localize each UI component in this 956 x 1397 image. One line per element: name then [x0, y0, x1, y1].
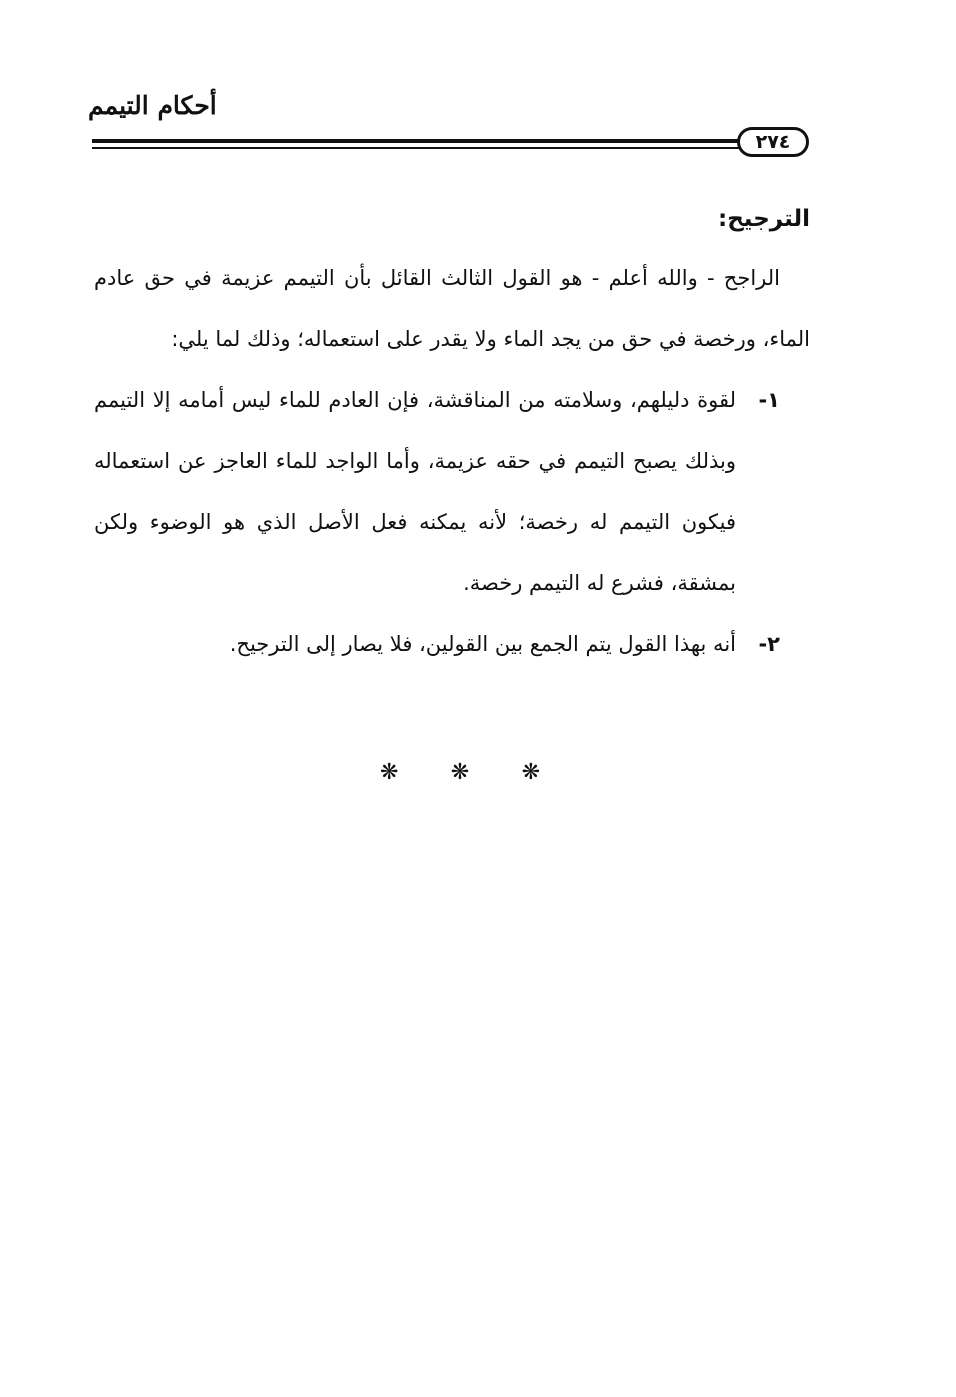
list-item-number: ١- [758, 388, 780, 412]
asterism-star-icon: ❋ [521, 760, 540, 785]
page-number-badge [737, 127, 809, 157]
list-item-number: ٢- [758, 632, 780, 656]
intro-paragraph: الراجح - والله أعلم - هو القول الثالث القائل بأن التيمم عزيمة في حق عادم الماء، ورخصة في حق من يجد الماء ولا يقدر على استعماله؛ وذلك لما يلي: [94, 266, 810, 351]
header-rule-thick [92, 139, 740, 143]
list-item [94, 614, 810, 675]
list-item [94, 370, 810, 614]
page-number: ٢٧٤ [755, 130, 791, 153]
header-rule-thin [92, 147, 740, 149]
main-text [94, 190, 810, 675]
list-item-text: أنه بهذا القول يتم الجمع بين القولين، فلا يصار إلى الترجيح. [229, 632, 736, 656]
asterism-star-icon: ❋ [450, 760, 470, 785]
list-item-text: لقوة دليلهم، وسلامته من المناقشة، فإن العادم للماء ليس أمامه إلا التيمم وبذلك يصبح التيمم في حقه عزيمة، وأما الواجد للماء العاجز عن استعماله فيكون التيمم له رخصة؛ لأنه يمكنه فعل الأصل الذي هو الوضوء ولكن بمشقة، فشرع له التيمم رخصة. [94, 388, 736, 595]
section-heading: الترجيح: [718, 206, 810, 232]
section-separator [380, 758, 540, 788]
asterism-star-icon: ❋ [380, 760, 399, 785]
running-title: أحكام التيمم [88, 91, 217, 120]
